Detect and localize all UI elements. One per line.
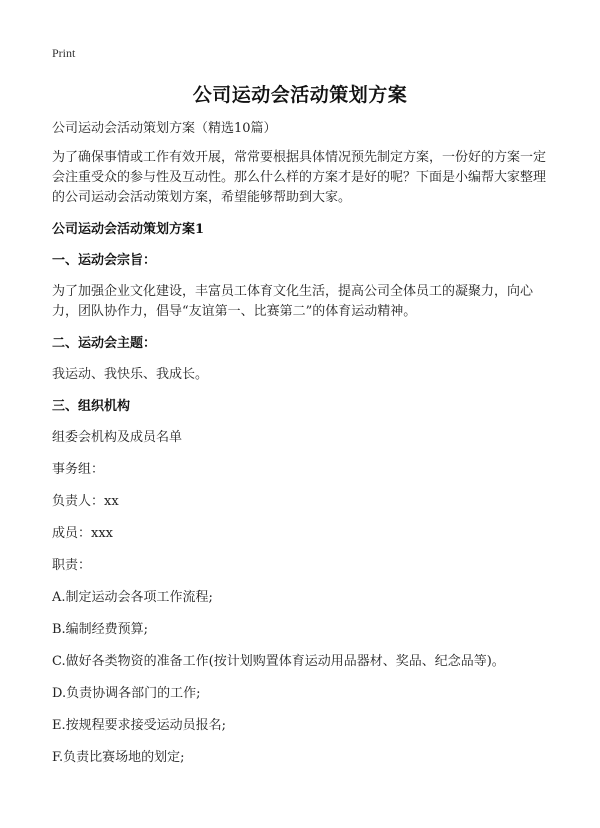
duty-item: E.按规程要求接受运动员报名; <box>52 718 227 733</box>
heading-purpose: 一、运动会宗旨： <box>52 253 157 268</box>
duty-item: D.负责协调各部门的工作; <box>52 686 201 701</box>
print-label: Print <box>52 46 76 60</box>
leader-line: 负责人：xx <box>52 494 119 509</box>
document-subtitle: 公司运动会活动策划方案（精选10篇） <box>52 121 277 136</box>
duty-item: A.制定运动会各项工作流程; <box>52 590 213 605</box>
heading-theme: 二、运动会主题： <box>52 336 157 351</box>
section-title: 公司运动会活动策划方案1 <box>52 222 205 237</box>
duties-label: 职责： <box>52 558 92 573</box>
group-line: 事务组： <box>52 462 105 477</box>
members-line: 成员：xxx <box>52 526 113 541</box>
page-title: 公司运动会活动策划方案 <box>192 84 408 106</box>
duty-item: B.编制经费预算; <box>52 622 149 637</box>
heading-organization: 三、组织机构 <box>52 399 131 414</box>
org-list-line: 组委会机构及成员名单 <box>52 430 183 445</box>
theme-paragraph: 我运动、我快乐、我成长。 <box>52 367 209 382</box>
duty-item: C.做好各类物资的准备工作(按计划购置体育运动用品器材、奖品、纪念品等)。 <box>52 654 505 669</box>
duty-item: F.负责比赛场地的划定; <box>52 750 185 765</box>
intro-paragraph: 为了确保事情或工作有效开展，常常要根据具体情况预先制定方案，一份好的方案一定会注重受众的参与性及互动性。那么什么样的方案才是好的呢？下面是小编帮大家整理的公司运动会活动策划方案，希望能够帮助到大家。 <box>52 150 547 205</box>
purpose-paragraph: 为了加强企业文化建设，丰富员工体育文化生活，提高公司全体员工的凝聚力，向心力，团队协作力，倡导“友谊第一、比赛第二”的体育运动精神。 <box>52 284 534 319</box>
document-body <box>52 120 552 780</box>
